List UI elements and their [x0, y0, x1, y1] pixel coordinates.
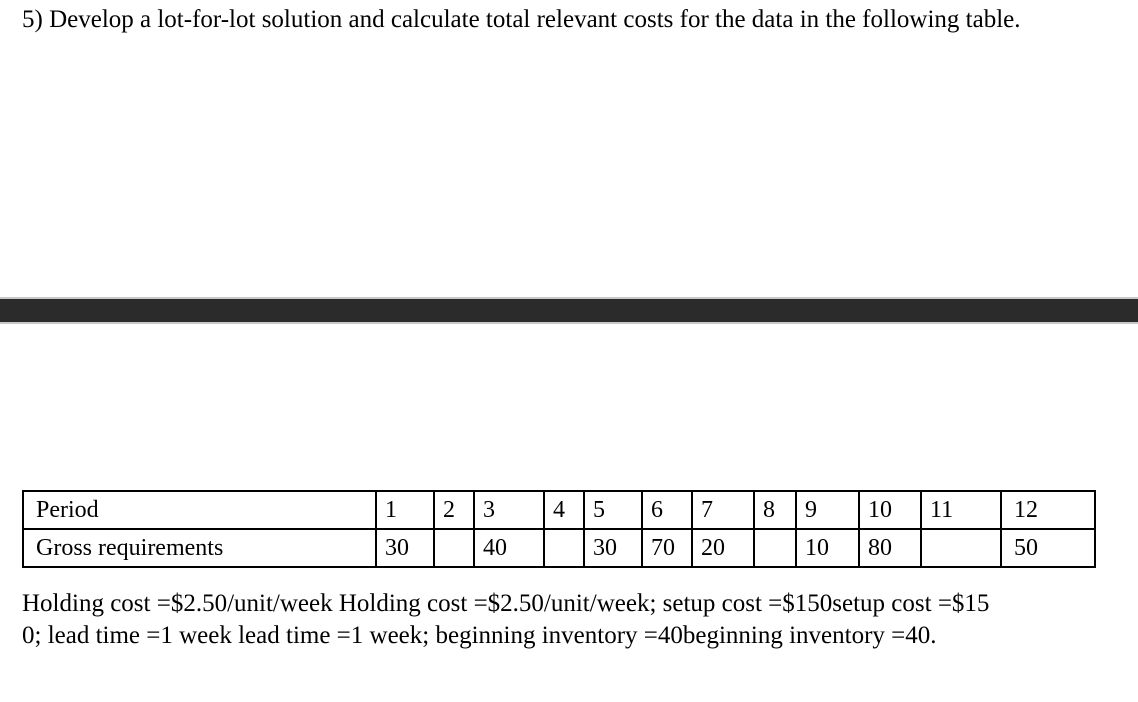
gross-requirement-cell [921, 529, 1001, 567]
period-cell: 10 [859, 491, 921, 529]
period-cell: 9 [796, 491, 859, 529]
requirements-table [22, 490, 1096, 568]
period-cell: 7 [692, 491, 754, 529]
period-cell: 4 [544, 491, 584, 529]
period-cell: 1 [376, 491, 434, 529]
period-cell: 8 [754, 491, 796, 529]
gross-requirement-cell: 50 [1001, 529, 1095, 567]
gross-requirement-cell [434, 529, 474, 567]
cost-parameters [22, 588, 1092, 652]
gross-requirement-cell: 30 [376, 529, 434, 567]
gross-requirement-cell: 70 [642, 529, 692, 567]
row-label-period: Period [23, 491, 376, 529]
period-cell: 2 [434, 491, 474, 529]
period-cell: 3 [474, 491, 544, 529]
gross-requirement-cell: 20 [692, 529, 754, 567]
period-cell: 11 [921, 491, 1001, 529]
period-cell: 6 [642, 491, 692, 529]
divider-bar [0, 297, 1138, 324]
gross-requirement-cell: 30 [584, 529, 642, 567]
table-row-gross-requirements [23, 529, 1095, 567]
table-row-period [23, 491, 1095, 529]
row-label-gross-requirements: Gross requirements [23, 529, 376, 567]
cost-parameters-line-2: 0; lead time =1 week lead time =1 week; beginning inventory =40beginning inventory =40. [22, 622, 937, 649]
question-text: 5) Develop a lot-for-lot solution and calculate total relevant costs for the data in the following table. [22, 6, 1021, 33]
period-cell: 5 [584, 491, 642, 529]
period-cell: 12 [1001, 491, 1095, 529]
gross-requirement-cell: 80 [859, 529, 921, 567]
cost-parameters-line-1: Holding cost =$2.50/unit/week Holding cost =$2.50/unit/week; setup cost =$150setup cost =$15 [22, 590, 990, 617]
gross-requirement-cell [544, 529, 584, 567]
gross-requirement-cell: 10 [796, 529, 859, 567]
gross-requirement-cell: 40 [474, 529, 544, 567]
gross-requirement-cell [754, 529, 796, 567]
